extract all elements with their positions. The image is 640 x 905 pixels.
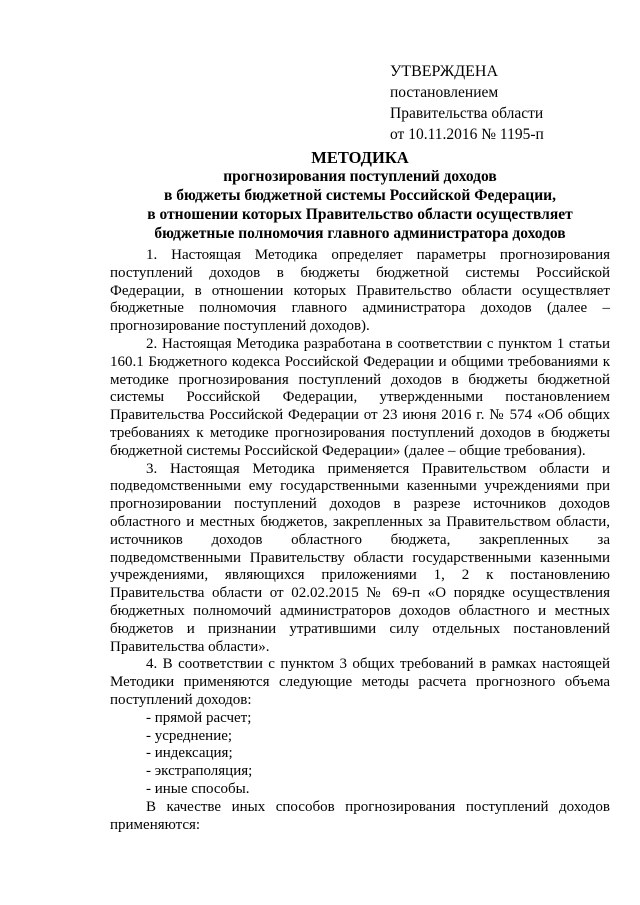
title-line: в бюджеты бюджетной системы Российской Федерации, — [164, 187, 556, 204]
method-item: - прямой расчет; — [146, 709, 252, 726]
title-line: бюджетные полномочия главного администратора доходов — [154, 225, 566, 242]
approval-line: постановлением — [390, 84, 499, 101]
paragraph-2: 2. Настоящая Методика разработана в соответствии с пунктом 1 статьи 160.1 Бюджетного кодекса Российской Федерации и общими требованиями к методике прогнозирования поступлений доходов в бюджеты бюджетной системы Российской Федерации, утвержденными постановлением Правительства Российской Федерации от 23 июня 2016 г. № 574 «Об общих требованиях к методике прогнозирования поступлений доходов в бюджеты бюджетной системы Российской Федерации» (далее – общие требования). — [110, 335, 610, 459]
paragraph-1: 1. Настоящая Методика определяет параметры прогнозирования поступлений доходов в бюджеты бюджетной системы Российской Федерации, в отношении которых Правительство области осуществляет бюджетные полномочия главного администратора доходов (далее – прогнозирование поступлений доходов). — [110, 247, 610, 335]
title-main: МЕТОДИКА — [311, 148, 409, 167]
approval-heading: УТВЕРЖДЕНА — [390, 63, 499, 80]
method-item: - иные способы. — [146, 780, 250, 797]
approval-stamp — [390, 61, 630, 145]
approval-line: Правительства области — [390, 105, 544, 122]
document-title — [60, 148, 640, 243]
closing-paragraph: В качестве иных способов прогнозирования поступлений доходов применяются: — [110, 798, 610, 833]
method-item: - усреднение; — [146, 727, 233, 744]
title-line: в отношении которых Правительство области осуществляет — [147, 206, 573, 223]
document-body — [110, 247, 610, 834]
paragraph-4: 4. В соответствии с пунктом 3 общих требований в рамках настоящей Методики применяются следующие методы расчета прогнозного объема поступлений доходов: — [110, 656, 610, 708]
paragraph-3: 3. Настоящая Методика применяется Правительством области и подведомственными ему государственными казенными учреждениями при прогнозировании поступлений доходов в разрезе источников доходов областного и местных бюджетов, закрепленных за Правительством области, источников доходов областного бюджета, закрепленных за подведомственными Правительству области государственными казенными учреждениями, являющихся приложениями 1, 2 к постановлению Правительства области от 02.02.2015 № 69-п «О порядке осуществления бюджетных полномочий администраторов доходов областного и местных бюджетов и признании утратившими силу отдельных постановлений Правительства области». — [110, 460, 610, 655]
method-item: - индексация; — [146, 745, 233, 762]
method-item: - экстраполяция; — [146, 763, 253, 780]
title-line: прогнозирования поступлений доходов — [223, 168, 497, 185]
approval-line: от 10.11.2016 № 1195-п — [390, 126, 544, 143]
